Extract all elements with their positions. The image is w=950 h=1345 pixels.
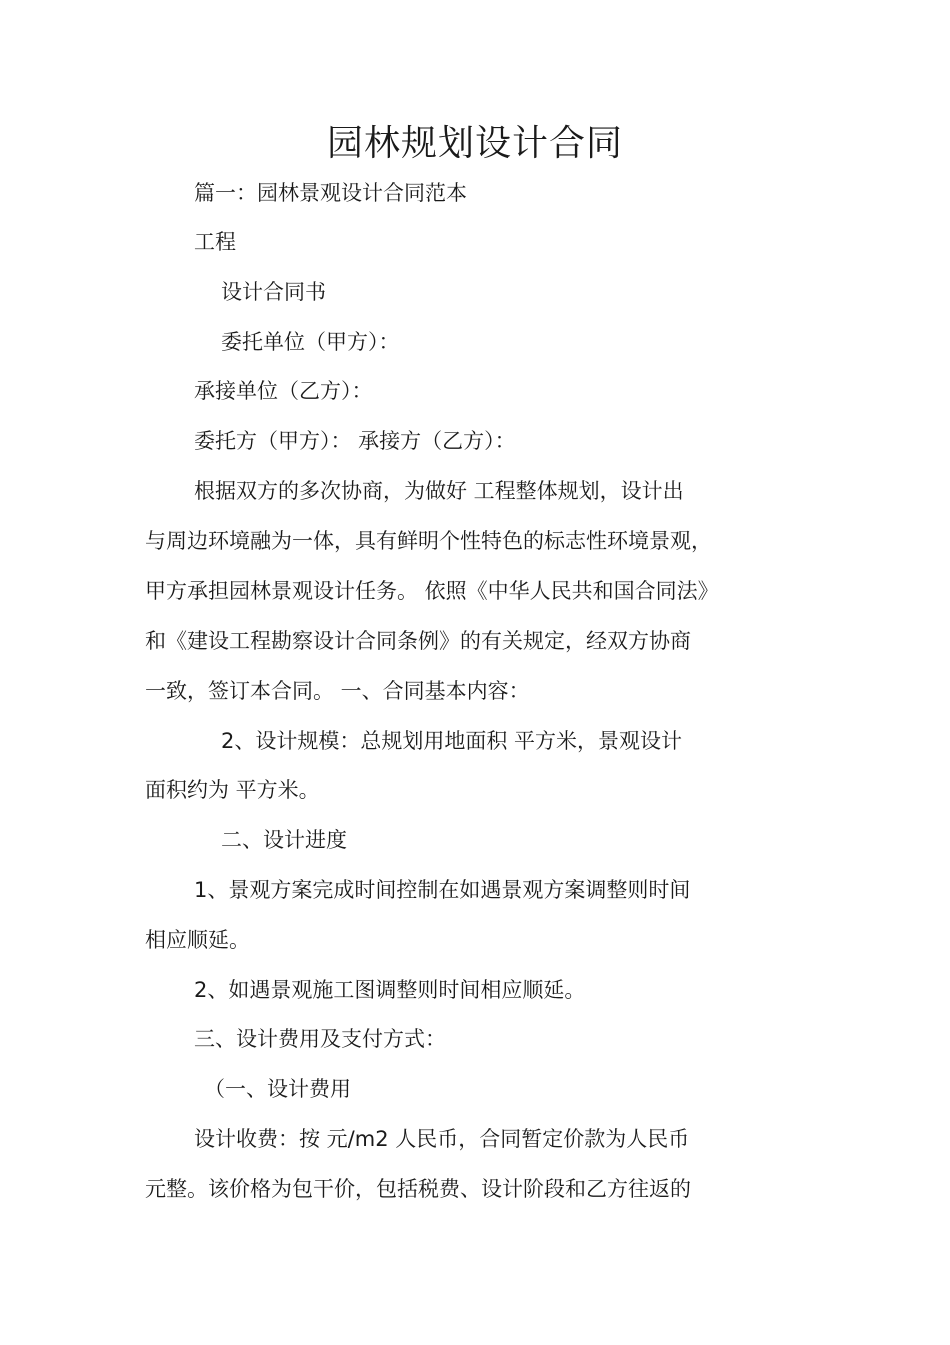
text-line-client-unit: 委托单位（甲方）： bbox=[221, 330, 400, 354]
sub-heading: （一、设计费用 bbox=[204, 1077, 351, 1101]
paragraph-line: 根据双方的多次协商，为做好 工程整体规划，设计出 bbox=[194, 479, 684, 503]
paragraph-line: 甲方承担园林景观设计任务。 依照《中华人民共和国合同法》 bbox=[145, 579, 719, 603]
paragraph-line: 元整。该价格为包干价，包括税费、设计阶段和乙方往返的 bbox=[145, 1177, 691, 1201]
text-line-contractor-unit: 承接单位（乙方）： bbox=[194, 379, 373, 403]
text-line-parties: 委托方（甲方）： 承接方（乙方）： bbox=[194, 429, 516, 453]
text-line-contract-book: 设计合同书 bbox=[221, 280, 326, 304]
document-title: 园林规划设计合同 bbox=[326, 123, 623, 164]
paragraph-line: 一致，签订本合同。 一、合同基本内容： bbox=[145, 679, 530, 703]
section-heading-3: 三、设计费用及支付方式： bbox=[194, 1027, 446, 1051]
section-heading-2: 二、设计进度 bbox=[221, 828, 347, 852]
paragraph-line: 与周边环境融为一体，具有鲜明个性特色的标志性环境景观， bbox=[145, 529, 712, 553]
paragraph-line: 相应顺延。 bbox=[145, 928, 250, 952]
paragraph-line: 设计收费：按 元/m2 人民币，合同暂定价款为人民币 bbox=[194, 1127, 690, 1151]
paragraph-line: 2、设计规模：总规划用地面积 平方米，景观设计 bbox=[221, 729, 683, 753]
section-heading-1: 篇一：园林景观设计合同范本 bbox=[194, 181, 467, 205]
paragraph-line: 和《建设工程勘察设计合同条例》的有关规定，经双方协商 bbox=[145, 629, 691, 653]
text-line-project: 工程 bbox=[194, 230, 236, 254]
paragraph-line: 1、景观方案完成时间控制在如遇景观方案调整则时间 bbox=[194, 878, 691, 902]
paragraph-line: 面积约为 平方米。 bbox=[145, 778, 320, 802]
paragraph-line: 2、如遇景观施工图调整则时间相应顺延。 bbox=[194, 978, 586, 1002]
